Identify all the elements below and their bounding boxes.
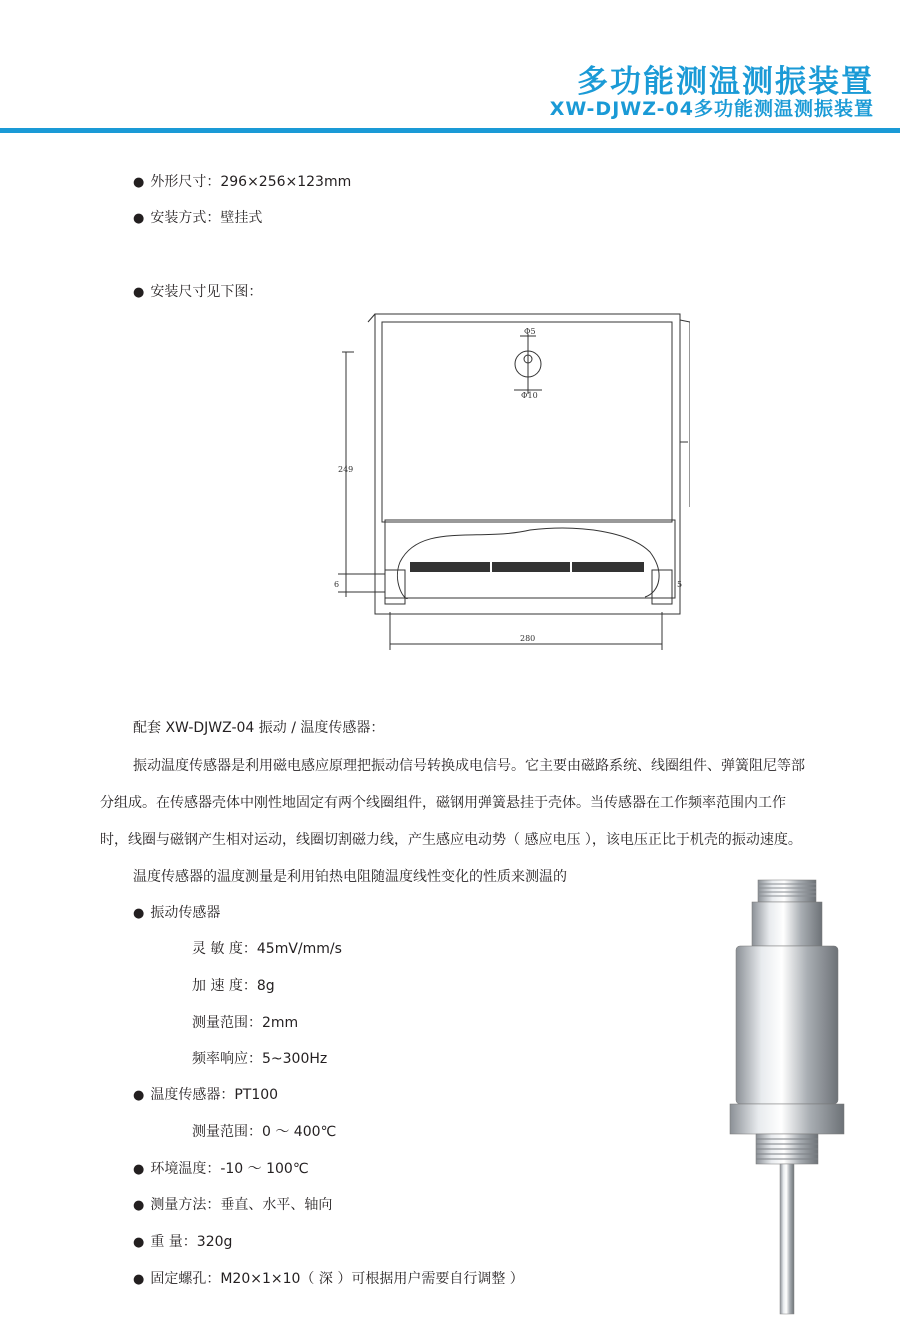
temperature-sensor-label: ● 温度传感器：PT100 bbox=[133, 1084, 278, 1104]
spec-dimensions: ● 外形尺寸：296×256×123mm bbox=[133, 171, 351, 191]
installation-diagram bbox=[330, 312, 690, 657]
dim-side-right: 5 bbox=[677, 580, 683, 589]
temperature-intro: 温度传感器的温度测量是利用铂热电阻随温度线性变化的性质来测温的 bbox=[133, 869, 567, 885]
spec-weight: ● 重 量：320g bbox=[133, 1231, 232, 1251]
page-subtitle: XW-DJWZ-04多功能测温测振装置 bbox=[549, 98, 874, 120]
spec-install-dims: ● 安装尺寸见下图： bbox=[133, 281, 262, 301]
dim-hole-small: Φ5 bbox=[524, 327, 536, 336]
spec-frequency: 频率响应：5~300Hz bbox=[192, 1051, 328, 1067]
spec-sensitivity: 灵 敏 度：45mV/mm/s bbox=[192, 941, 342, 957]
spec-mounting: ● 安装方式：壁挂式 bbox=[133, 207, 262, 227]
spec-vibration-range: 测量范围：2mm bbox=[192, 1015, 299, 1031]
dim-width: 280 bbox=[520, 634, 536, 643]
intro-heading: 配套 XW-DJWZ-04 振动 / 温度传感器： bbox=[133, 720, 385, 736]
vibration-sensor-label: ● 振动传感器 bbox=[133, 902, 220, 922]
spec-measure-method: ● 测量方法：垂直、水平、轴向 bbox=[133, 1194, 332, 1214]
spec-temperature-range: 测量范围：0 ～ 400℃ bbox=[192, 1124, 337, 1140]
spec-ambient-temp: ● 环境温度：-10 ～ 100℃ bbox=[133, 1158, 309, 1178]
spec-acceleration: 加 速 度：8g bbox=[192, 978, 275, 994]
header-rule bbox=[0, 128, 900, 133]
dim-side-left: 6 bbox=[334, 580, 340, 589]
spec-mount-thread: ● 固定螺孔：M20×1×10（ 深 ）可根据用户需要自行调整 ） bbox=[133, 1268, 524, 1288]
sensor-photo bbox=[722, 876, 852, 1316]
dim-height: 249 bbox=[338, 465, 354, 474]
dim-hole-large: Φ10 bbox=[521, 391, 538, 400]
intro-paragraph-line-1: 振动温度传感器是利用磁电感应原理把振动信号转换成电信号。它主要由磁路系统、线圈组件、弹簧阻尼等部 bbox=[133, 758, 805, 774]
page-title: 多功能测温测振装置 bbox=[577, 64, 874, 100]
intro-paragraph-line-2: 分组成。在传感器壳体中刚性地固定有两个线圈组件，磁钢用弹簧悬挂于壳体。当传感器在工作频率范围内工作 bbox=[100, 795, 786, 811]
intro-paragraph-line-3: 时，线圈与磁钢产生相对运动，线圈切割磁力线，产生感应电动势（ 感应电压 ），该电压正比于机壳的振动速度。 bbox=[100, 832, 802, 848]
